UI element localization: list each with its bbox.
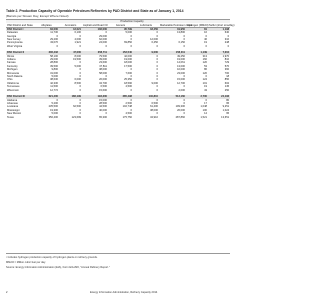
footnote: MMcfd = Million cubic feet per day. (6, 261, 46, 264)
table-cell: 12,000 (150, 38, 158, 42)
table-cell: 0 (130, 44, 132, 48)
row-label: Illinois (7, 54, 15, 58)
table-cell: 287,860 (175, 115, 185, 119)
table-cell: 0 (79, 61, 81, 65)
table-cell: 65,300 (99, 115, 107, 119)
table-cell: 602 (224, 81, 230, 85)
table-cell: 8,000 (74, 54, 81, 58)
column-header: Isomers (108, 23, 133, 27)
table-cell: 1,198 (208, 27, 230, 31)
table-cell: 248 (224, 41, 230, 45)
table-cell: 0 (156, 112, 158, 116)
row-label: Oklahoma (7, 81, 19, 85)
table-cell: 26,000 (177, 108, 185, 112)
row-label: Texas (7, 115, 14, 119)
table-cell: 0 (156, 61, 158, 65)
page-number: 2 (6, 291, 8, 294)
table-cell: 0 (156, 88, 158, 92)
table-cell: 1,921 (74, 41, 81, 45)
table-cell: 37,811 (99, 64, 107, 68)
table-cell: 6,000 (74, 78, 81, 82)
table-cell: 2,700 (186, 95, 208, 98)
footnote: Source: Energy Information Administration (EIA), Form EIA-820, "Annual Refinery Report." (6, 266, 110, 269)
table-cell: 28,500 (99, 101, 107, 105)
table-cell: 306,432 (34, 51, 59, 54)
table-cell: 61,400 (150, 105, 158, 109)
table-cell: 0 (79, 108, 81, 112)
row-label: North Dakota (7, 75, 23, 79)
row-label: Minnesota (7, 71, 19, 75)
table-cell: 0 (156, 31, 158, 35)
column-header: Aromatics (59, 23, 82, 27)
table-cell: 175,750 (122, 115, 132, 119)
table-cell: 19,500 (73, 58, 81, 62)
table-cell: 1,024 (222, 108, 230, 112)
table-cell: 0 (156, 85, 158, 89)
table-cell: 810 (224, 58, 230, 62)
page-footer: Energy Information Administration, Refinery Capacity 2014 (90, 291, 158, 294)
table-cell: 25,350 (124, 78, 132, 82)
table-cell: 0 (105, 75, 107, 79)
table-cell: 0 (130, 38, 132, 42)
table-cell: 15,000 (99, 98, 107, 102)
table-cell: 356,400 (48, 115, 58, 119)
row-label: Kansas (7, 61, 16, 65)
table-cell: 0 (205, 44, 207, 48)
table-cell: 24,000 (99, 41, 107, 45)
table-cell: 0 (156, 75, 158, 79)
table-cell: 120 (202, 71, 207, 75)
table-cell: 42,000 (124, 54, 132, 58)
table-cell: 0 (79, 34, 81, 38)
table-cell: 0 (130, 75, 132, 79)
row-label: Kentucky (7, 64, 18, 68)
table-cell: 12,772 (50, 88, 58, 92)
table-cell: 80 (226, 98, 230, 102)
table-cell: 0 (130, 108, 132, 112)
table-cell: 86 (204, 68, 207, 72)
table-cell: 160 (202, 58, 207, 62)
table-cell: 9,000 (133, 51, 159, 54)
table-cell: 95 (226, 101, 230, 105)
table-cell: 193,300 (82, 95, 108, 98)
column-header: Lubricants (133, 23, 159, 27)
table-cell: 136,000 (82, 27, 108, 31)
table-cell: 0 (183, 38, 185, 42)
table-cell: 15,600 (99, 88, 107, 92)
row-label: PAD District II (6, 51, 34, 54)
table-cell: 29,000 (99, 34, 107, 38)
table-cell: 0 (156, 44, 158, 48)
table-cell: 0 (56, 44, 58, 48)
column-header: Asphalt and Road Oil (83, 23, 108, 27)
table-cell: 5,000 (74, 64, 81, 68)
table-cell: 19,950 (159, 27, 186, 31)
table-cell: 6,500 (151, 101, 158, 105)
table-cell: 95,799 (108, 27, 133, 31)
column-header: Marketable Petroleum Coke (160, 23, 193, 27)
table-cell: 81 (186, 27, 208, 31)
table-cell: 186,199 (59, 95, 82, 98)
column-header: Sulfur (short tons/day) (209, 23, 235, 27)
table-cell: 15,000 (177, 78, 185, 82)
table-cell: 43 (204, 88, 207, 92)
table-cell: 152,540 (108, 51, 133, 54)
table-cell: 123,699 (71, 115, 81, 119)
row-label: New Jersey (7, 38, 21, 42)
table-cell: 38,630 (50, 78, 58, 82)
table-cell: 19,000 (124, 58, 132, 62)
table-title: Table 2. Production Capacity of Operable Petroleum Refineries by PAD District and State as of January 1, 2014 (6, 9, 184, 13)
table-cell: 0 (105, 44, 107, 48)
table-cell: 124 (202, 78, 207, 82)
table-cell: 19,300 (50, 108, 58, 112)
table-cell: 9,000 (151, 81, 158, 85)
table-cell: 17 (204, 101, 207, 105)
row-label: Arkansas (7, 101, 18, 105)
table-cell: 11,500 (50, 85, 58, 89)
table-cell: 0 (56, 34, 58, 38)
table-cell: 0 (205, 98, 207, 102)
table-cell: 0 (156, 78, 158, 82)
table-cell: 0 (79, 85, 81, 89)
table-cell: 43,070 (50, 41, 58, 45)
column-header: PAD District and State (7, 23, 33, 27)
table-cell: 47,000 (59, 51, 82, 54)
table-cell: 8,500 (74, 81, 81, 85)
row-label: Delaware (7, 31, 18, 35)
row-label: Mississippi (7, 108, 20, 112)
table-cell: 2,500 (125, 101, 132, 105)
table-cell: 69,850 (124, 41, 132, 45)
table-cell: 38,000 (99, 68, 107, 72)
table-cell: 0 (79, 75, 81, 79)
table-cell: 18 (226, 75, 230, 79)
table-cell: 0 (183, 75, 185, 79)
table-cell: 10,000 (177, 68, 185, 72)
table-cell: 79,500 (99, 54, 107, 58)
table-cell: 95 (226, 112, 230, 116)
table-cell: 0 (156, 54, 158, 58)
table-cell: 102,748 (122, 105, 132, 109)
table-cell: 0 (227, 34, 230, 38)
table-cell: 31,000 (50, 71, 58, 75)
row-label: PAD District III (6, 95, 34, 98)
table-cell: 5,200 (51, 101, 58, 105)
table-cell: 14,061 (177, 61, 185, 65)
table-cell: 0 (156, 58, 158, 62)
table-cell: 84,000 (34, 27, 59, 31)
table-cell: 44,500 (99, 105, 107, 109)
table-cell: 2,000 (178, 88, 185, 92)
table-cell: 39,500 (50, 64, 58, 68)
row-label: Wisconsin (7, 88, 19, 92)
production-capacity-table (6, 19, 235, 119)
row-label: Indiana (7, 58, 16, 62)
table-cell: 513,160 (159, 95, 186, 98)
table-cell: 11,730 (50, 31, 58, 35)
row-label: West Virginia (7, 44, 23, 48)
table-cell: 120 (202, 61, 207, 65)
table-cell: 23,000 (177, 71, 185, 75)
table-cell: 58,100 (50, 54, 58, 58)
table-cell: 12,021 (59, 27, 82, 31)
table-cell: 0 (130, 88, 132, 92)
table-cell: 0 (183, 85, 185, 89)
table-cell: 0 (205, 75, 207, 79)
table-cell: 7,600 (125, 71, 132, 75)
table-cell: 9,800 (51, 68, 58, 72)
table-cell: 0 (130, 98, 132, 102)
table-cell: 13,800 (177, 31, 185, 35)
table-body (6, 27, 230, 119)
table-cell: 46 (204, 38, 207, 42)
table-cell: 5,000 (51, 112, 58, 116)
table-cell: 18,450 (133, 27, 159, 31)
table-cell: 1,970 (222, 54, 230, 58)
table-cell: 101 (202, 81, 207, 85)
table-cell: 34,700 (99, 81, 107, 85)
table-cell: 62,000 (99, 38, 107, 42)
table-cell: 13,000 (177, 64, 185, 68)
table-cell: 285,498 (108, 95, 133, 98)
table-cell: 0 (79, 68, 81, 72)
table-cell: 4,500 (125, 112, 132, 116)
table-cell: 0 (105, 112, 107, 116)
table-cell: 9,251 (222, 105, 230, 109)
table-cell: 1,048 (200, 105, 207, 109)
table-cell: 250 (224, 88, 230, 92)
table-cell: 0 (79, 98, 81, 102)
footnote: ¹ Includes hydrogen production capacity of hydrogen plants on refinery grounds. (6, 256, 98, 259)
table-cell: 235,500 (48, 105, 58, 109)
table-cell: 621,400 (34, 95, 59, 98)
table-cell: 5,000 (51, 75, 58, 79)
table-cell: 700 (224, 71, 230, 75)
row-label: Georgia (7, 34, 17, 38)
table-cell: 0 (183, 44, 185, 48)
table-cell: 729 (224, 61, 230, 65)
table-cell: 26,000 (99, 78, 107, 82)
table-cell: 100 (202, 108, 207, 112)
table-cell: 1,521 (200, 115, 207, 119)
row-label: Louisiana (7, 105, 19, 109)
table-cell: 40,000 (99, 108, 107, 112)
column-header: Hydrogen (MMcfd) (187, 23, 209, 27)
table-cell: 38,000 (150, 108, 158, 112)
table-cell: 5,000 (125, 31, 132, 35)
table-cell: 4,000 (74, 38, 81, 42)
table-cell: 358,711 (82, 51, 108, 54)
table-cell: 0 (130, 68, 132, 72)
header-group-label: Production Capacity (34, 20, 230, 24)
table-cell: 570 (224, 64, 230, 68)
table-cell: 0 (79, 71, 81, 75)
table-cell: 0 (183, 101, 185, 105)
table-cell: 58,000 (99, 71, 107, 75)
table-cell: 23,600 (99, 61, 107, 65)
table-cell: 158,011 (159, 51, 186, 54)
table-cell: 29,200 (50, 38, 58, 42)
table-cell: 199,300 (175, 105, 185, 109)
table-cell: 13,651 (221, 115, 230, 119)
table-cell: 313 (202, 54, 207, 58)
row-label: Michigan (7, 68, 18, 72)
row-label: Ohio (7, 78, 13, 82)
table-cell: 0 (156, 71, 158, 75)
table-cell: 6,150 (178, 41, 185, 45)
table-cell: 19 (204, 41, 207, 45)
table-cell: 16 (204, 31, 207, 35)
table-cell: 0 (183, 98, 185, 102)
table-cell: 24,196 (208, 95, 230, 98)
table-cell: 0 (79, 112, 81, 116)
table-cell: 19,000 (177, 58, 185, 62)
table-cell: 28,800 (50, 61, 58, 65)
table-cell: 0 (79, 101, 81, 105)
column-header: Alkylates (34, 23, 59, 27)
table-cell: 6,450 (151, 41, 158, 45)
row-label: PAD District I (6, 27, 34, 31)
table-cell: 0 (156, 68, 158, 72)
table-cell: 0 (183, 112, 185, 116)
table-cell: 62,500 (73, 105, 81, 109)
table-cell: 0 (156, 34, 158, 38)
table-cell: 49,250 (177, 54, 185, 58)
table-cell: 360 (224, 68, 230, 72)
table-cell: 850 (224, 78, 230, 82)
table-cell: 39,000 (99, 58, 107, 62)
table-cell: 0 (105, 31, 107, 35)
table-cell: 18,000 (124, 61, 132, 65)
table-cell: 29,000 (50, 58, 58, 62)
table-cell: 0 (205, 34, 207, 38)
table-cell: 640 (224, 31, 230, 35)
table-cell: 140,810 (133, 95, 159, 98)
table-cell: 53 (204, 64, 207, 68)
row-label: Tennessee (7, 85, 20, 89)
row-label: Pennsylvania (7, 41, 23, 45)
table-cell: 6,100 (74, 31, 81, 35)
table-cell: 42,330 (50, 81, 58, 85)
table-cell: 1,139 (186, 51, 208, 54)
table-cell: 18,590 (124, 81, 132, 85)
table-cell: 6,500 (100, 85, 107, 89)
table-cell: 19 (204, 85, 207, 89)
row-label: Alabama (7, 98, 18, 102)
table-cell: 4,500 (125, 85, 132, 89)
table-cell: 310 (224, 38, 230, 42)
table-cell: 0 (156, 98, 158, 102)
table-cell: 0 (79, 44, 81, 48)
table-cell: 0 (227, 44, 230, 48)
table-cell: 14 (204, 112, 207, 116)
table-cell: 145 (224, 85, 230, 89)
table-cell: 17,500 (124, 64, 132, 68)
table-cell: 0 (156, 64, 158, 68)
table-cell: 12,700 (177, 81, 185, 85)
table-cell: 0 (79, 88, 81, 92)
table-cell: 7,004 (208, 51, 230, 54)
table-cell: 0 (130, 34, 132, 38)
table-cell: 0 (56, 98, 58, 102)
table-cell: 0 (183, 34, 185, 38)
row-label: New Mexico (7, 112, 22, 116)
table-cell: 34,910 (150, 115, 158, 119)
table-row (6, 116, 230, 119)
footnote-rule (6, 253, 230, 254)
table-subtitle: (Barrels per Stream Day, Except Where Noted) (6, 14, 69, 18)
